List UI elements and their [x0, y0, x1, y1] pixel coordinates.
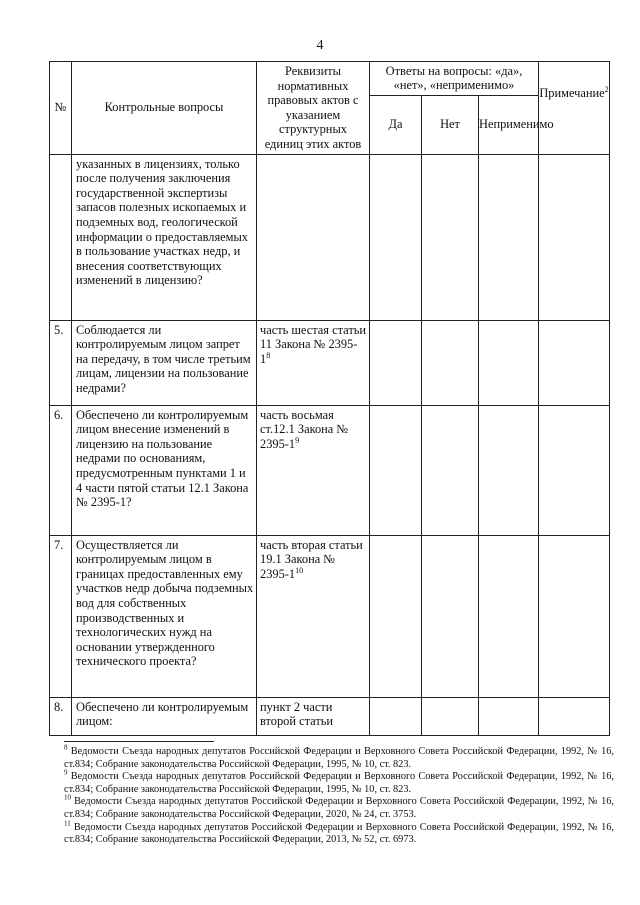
table-row: [50, 405, 610, 535]
footnote: [64, 793, 614, 821]
note-cell: [539, 697, 610, 735]
checklist-table: [49, 61, 610, 736]
answer-na-cell: [479, 154, 539, 320]
row-ref-text: пункт 2 части второй статьи: [260, 699, 334, 729]
answer-na-cell: [479, 697, 539, 735]
answer-no-cell: [422, 697, 479, 735]
footnote-mark: 9: [64, 768, 68, 777]
answer-yes-cell: [370, 320, 422, 405]
note-cell: [539, 535, 610, 697]
header-note-label: Примечание: [539, 86, 605, 100]
row-ref: [257, 154, 370, 320]
answer-no-cell: [422, 535, 479, 697]
row-ref-text: часть восьмая ст.12.1 Закона № 2395-1: [260, 407, 349, 451]
header-questions: Контрольные вопросы: [72, 62, 257, 155]
row-num: 6.: [50, 405, 72, 535]
footnote-text: Ведомости Съезда народных депутатов Российской Федерации и Верховного Совета Российской Федерации, 1992, № 16, ст.834; Собрание законодательства Российской Федерации, 1995, № 10, ст. 823.: [64, 746, 614, 770]
footnote-mark: 11: [64, 819, 71, 828]
table-row: [50, 320, 610, 405]
table-row: [50, 154, 610, 320]
row-ref-sup: 9: [295, 435, 300, 445]
header-note: [539, 62, 610, 155]
row-ref-sup: 8: [266, 350, 271, 360]
note-cell: [539, 405, 610, 535]
answer-no-cell: [422, 154, 479, 320]
header-na: Неприменимо: [479, 95, 539, 154]
row-ref: [257, 405, 370, 535]
answer-yes-cell: [370, 154, 422, 320]
table-row: [50, 535, 610, 697]
footnote-text: Ведомости Съезда народных депутатов Российской Федерации и Верховного Совета Российской Федерации, 1992, № 16, ст.834; Собрание законодательства Российской Федерации, 2013, № 52, ст. 6973.: [64, 821, 614, 846]
answer-na-cell: [479, 535, 539, 697]
table-row: [50, 697, 610, 735]
header-no: Нет: [422, 95, 479, 154]
row-ref: [257, 535, 370, 697]
row-num: 7.: [50, 535, 72, 697]
note-cell: [539, 320, 610, 405]
footnote: [64, 743, 614, 771]
footnote-mark: 8: [64, 743, 68, 752]
row-num: 8.: [50, 697, 72, 735]
answer-na-cell: [479, 405, 539, 535]
row-question: Соблюдается ли контролируемым лицом запрет на передачу, в том числе третьим лицам, лицензии на пользование недрами?: [72, 320, 257, 405]
header-yes: Да: [370, 95, 422, 154]
footnote-text: Ведомости Съезда народных депутатов Российской Федерации и Верховного Совета Российской Федерации, 1992, № 16, ст.834; Собрание законодательства Российской Федерации, 1995, № 10, ст. 823.: [64, 771, 614, 795]
footnote-text: Ведомости Съезда народных депутатов Российской Федерации и Верховного Совета Российской Федерации, 1992, № 16, ст.834; Собрание законодательства Российской Федерации, 2020, № 24, ст. 3753.: [64, 796, 614, 820]
row-ref-text: часть шестая статьи 11 Закона № 2395-1: [260, 322, 367, 366]
page-number: 4: [316, 38, 324, 53]
row-question: Обеспечено ли контролируемым лицом внесение изменений в лицензию на пользование недрами по основаниям, предусмотренным пунктами 1 и 4 части пятой статьи 12.1 Закона № 2395-1?: [72, 405, 257, 535]
row-question: указанных в лицензиях, только после получения заключения государственной экспертизы запасов полезных ископаемых и подземных вод, геологической информации о предоставляемых в пользование участках недр, и внесения соответствующих изменений в лицензию?: [72, 154, 257, 320]
answer-yes-cell: [370, 535, 422, 697]
answer-no-cell: [422, 405, 479, 535]
row-ref-text: часть вторая статьи 19.1 Закона № 2395-1: [260, 537, 363, 581]
header-note-sup: 2: [604, 84, 609, 94]
answer-na-cell: [479, 320, 539, 405]
note-cell: [539, 154, 610, 320]
answer-yes-cell: [370, 697, 422, 735]
header-requisites: Реквизиты нормативных правовых актов с указанием структурных единиц этих актов: [257, 62, 370, 155]
footnote: [64, 768, 614, 796]
row-num: [50, 154, 72, 320]
footnotes: [64, 743, 614, 847]
answer-yes-cell: [370, 405, 422, 535]
footnote-rule: [64, 741, 214, 742]
row-ref: [257, 697, 370, 735]
header-num: №: [50, 62, 72, 155]
row-ref: [257, 320, 370, 405]
footnote: [64, 819, 614, 847]
row-question: Обеспечено ли контролируемым лицом:: [72, 697, 257, 735]
footnote-mark: 10: [64, 793, 71, 802]
row-num: 5.: [50, 320, 72, 405]
row-question: Осуществляется ли контролируемым лицом в границах предоставленных ему участков недр добыча подземных вод для собственных производственных и технологических нужд на основании утвержденного технического проекта?: [72, 535, 257, 697]
answer-no-cell: [422, 320, 479, 405]
row-ref-sup: 10: [295, 565, 304, 575]
header-answers: Ответы на вопросы: «да», «нет», «неприменимо»: [370, 62, 539, 96]
